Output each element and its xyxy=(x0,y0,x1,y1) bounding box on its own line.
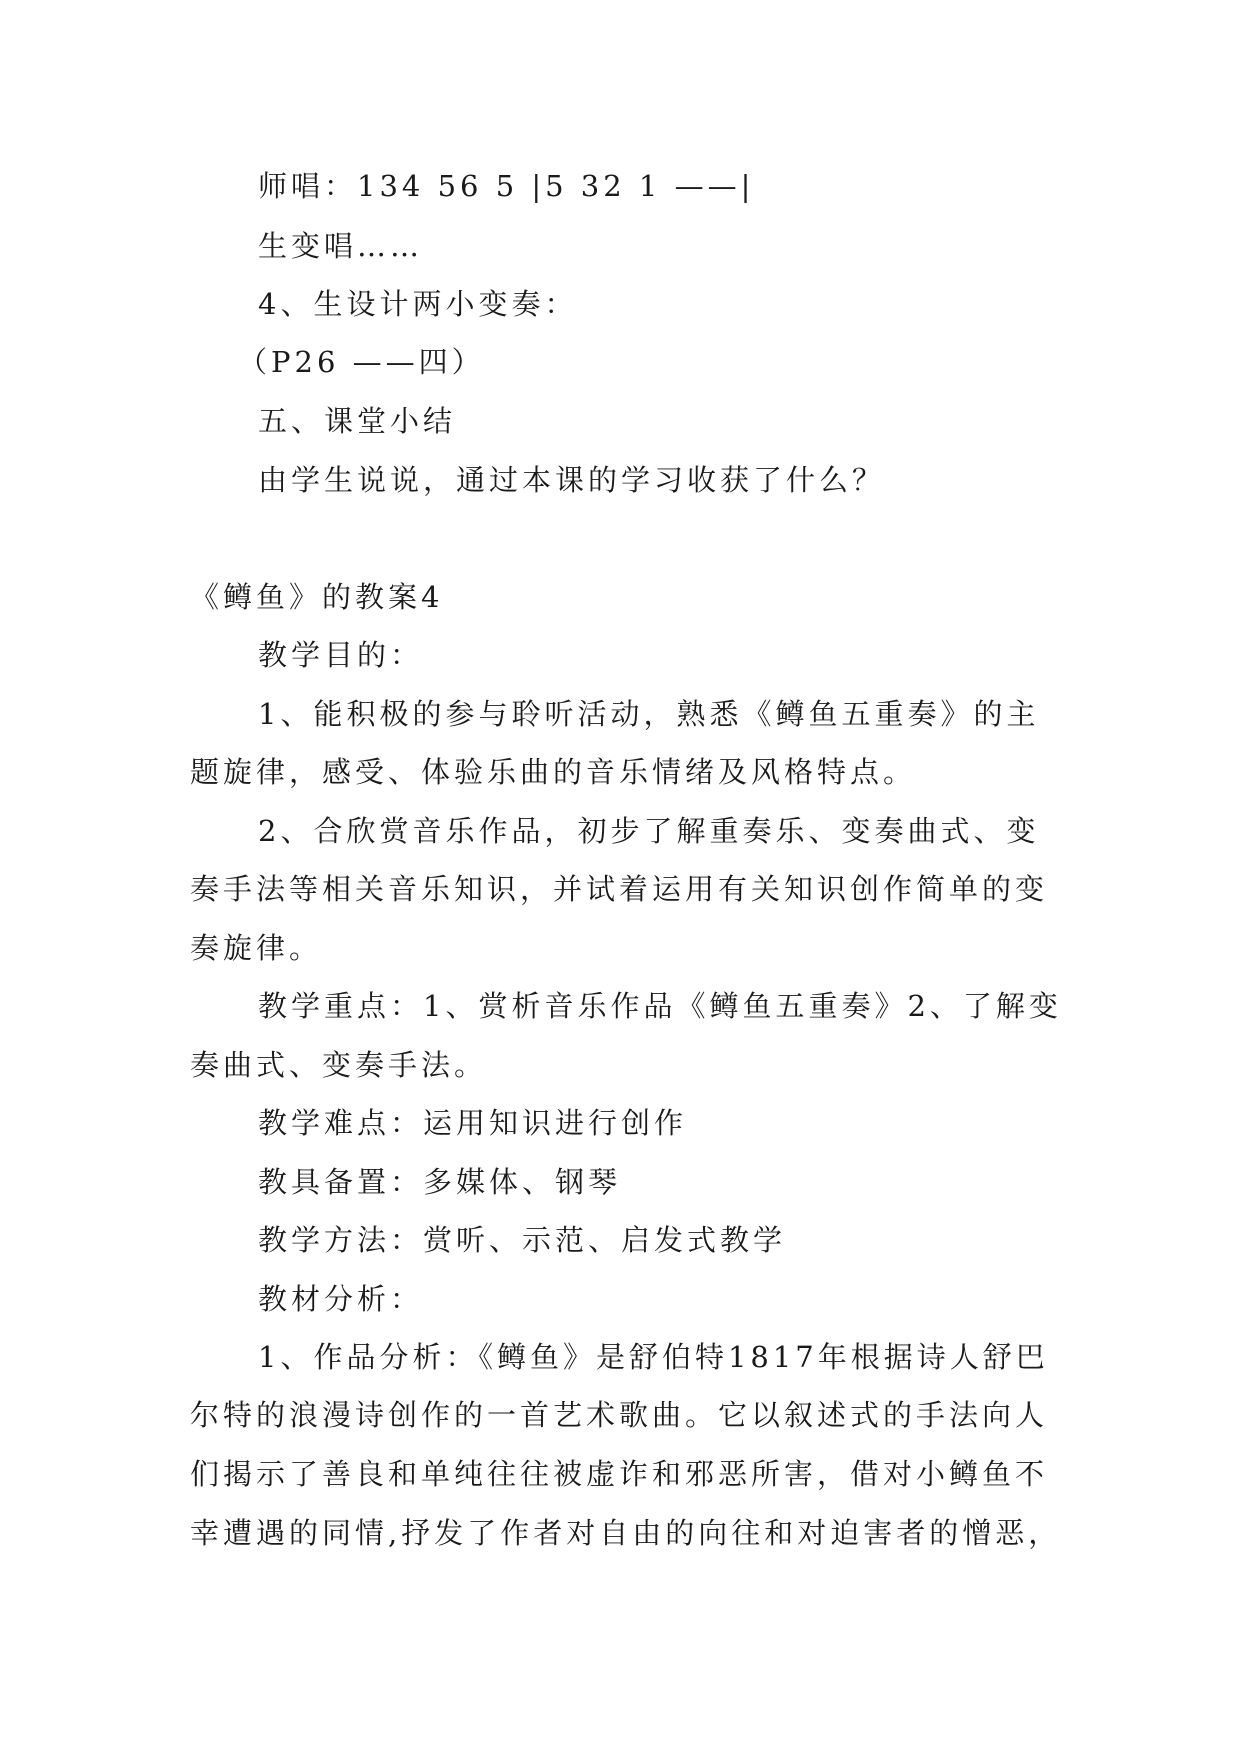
text-line: 幸遭遇的同情,抒发了作者对自由的向往和对迫害者的憎恶， xyxy=(190,1516,1062,1550)
text-line: 由学生说说，通过本课的学习收获了什么？ xyxy=(258,463,886,497)
notation-line: 师唱：134 56 5 |5 32 1 ——| xyxy=(258,169,755,203)
text-line: 1、能积极的参与聆听活动，熟悉《鳟鱼五重奏》的主 xyxy=(258,697,1040,731)
text-line: 生变唱…… xyxy=(258,229,424,263)
text-line: 奏旋律。 xyxy=(190,931,323,965)
text-line: 奏手法等相关音乐知识，并试着运用有关知识创作简单的变 xyxy=(190,872,1049,906)
text-line: 奏曲式、变奏手法。 xyxy=(190,1048,488,1082)
text-line: 1、作品分析：《鳟鱼》是舒伯特1817年根据诗人舒巴 xyxy=(258,1340,1049,1374)
text-line: 题旋律，感受、体验乐曲的音乐情绪及风格特点。 xyxy=(190,755,917,789)
text-line: 教具备置：多媒体、钢琴 xyxy=(258,1165,622,1199)
text-line: 尔特的浪漫诗创作的一首艺术歌曲。它以叙述式的手法向人 xyxy=(190,1398,1049,1432)
text-line: 教学重点：1、赏析音乐作品《鳟鱼五重奏》2、了解变 xyxy=(258,989,1062,1023)
text-line: 们揭示了善良和单纯往往被虚诈和邪恶所害，借对小鳟鱼不 xyxy=(190,1457,1049,1491)
text-line: 教学难点：运用知识进行创作 xyxy=(258,1106,688,1140)
text-line: （P26 ——四） xyxy=(238,345,485,379)
document-title: 《鳟鱼》的教案4 xyxy=(190,580,444,614)
text-line: 教材分析： xyxy=(258,1282,424,1316)
text-line: 4、生设计两小变奏： xyxy=(258,287,578,321)
text-line: 教学目的： xyxy=(258,638,424,672)
text-line: 教学方法：赏听、示范、启发式教学 xyxy=(258,1223,787,1257)
text-line: 2、合欣赏音乐作品，初步了解重奏乐、变奏曲式、变 xyxy=(258,814,1040,848)
section-heading: 五、课堂小结 xyxy=(258,404,457,438)
